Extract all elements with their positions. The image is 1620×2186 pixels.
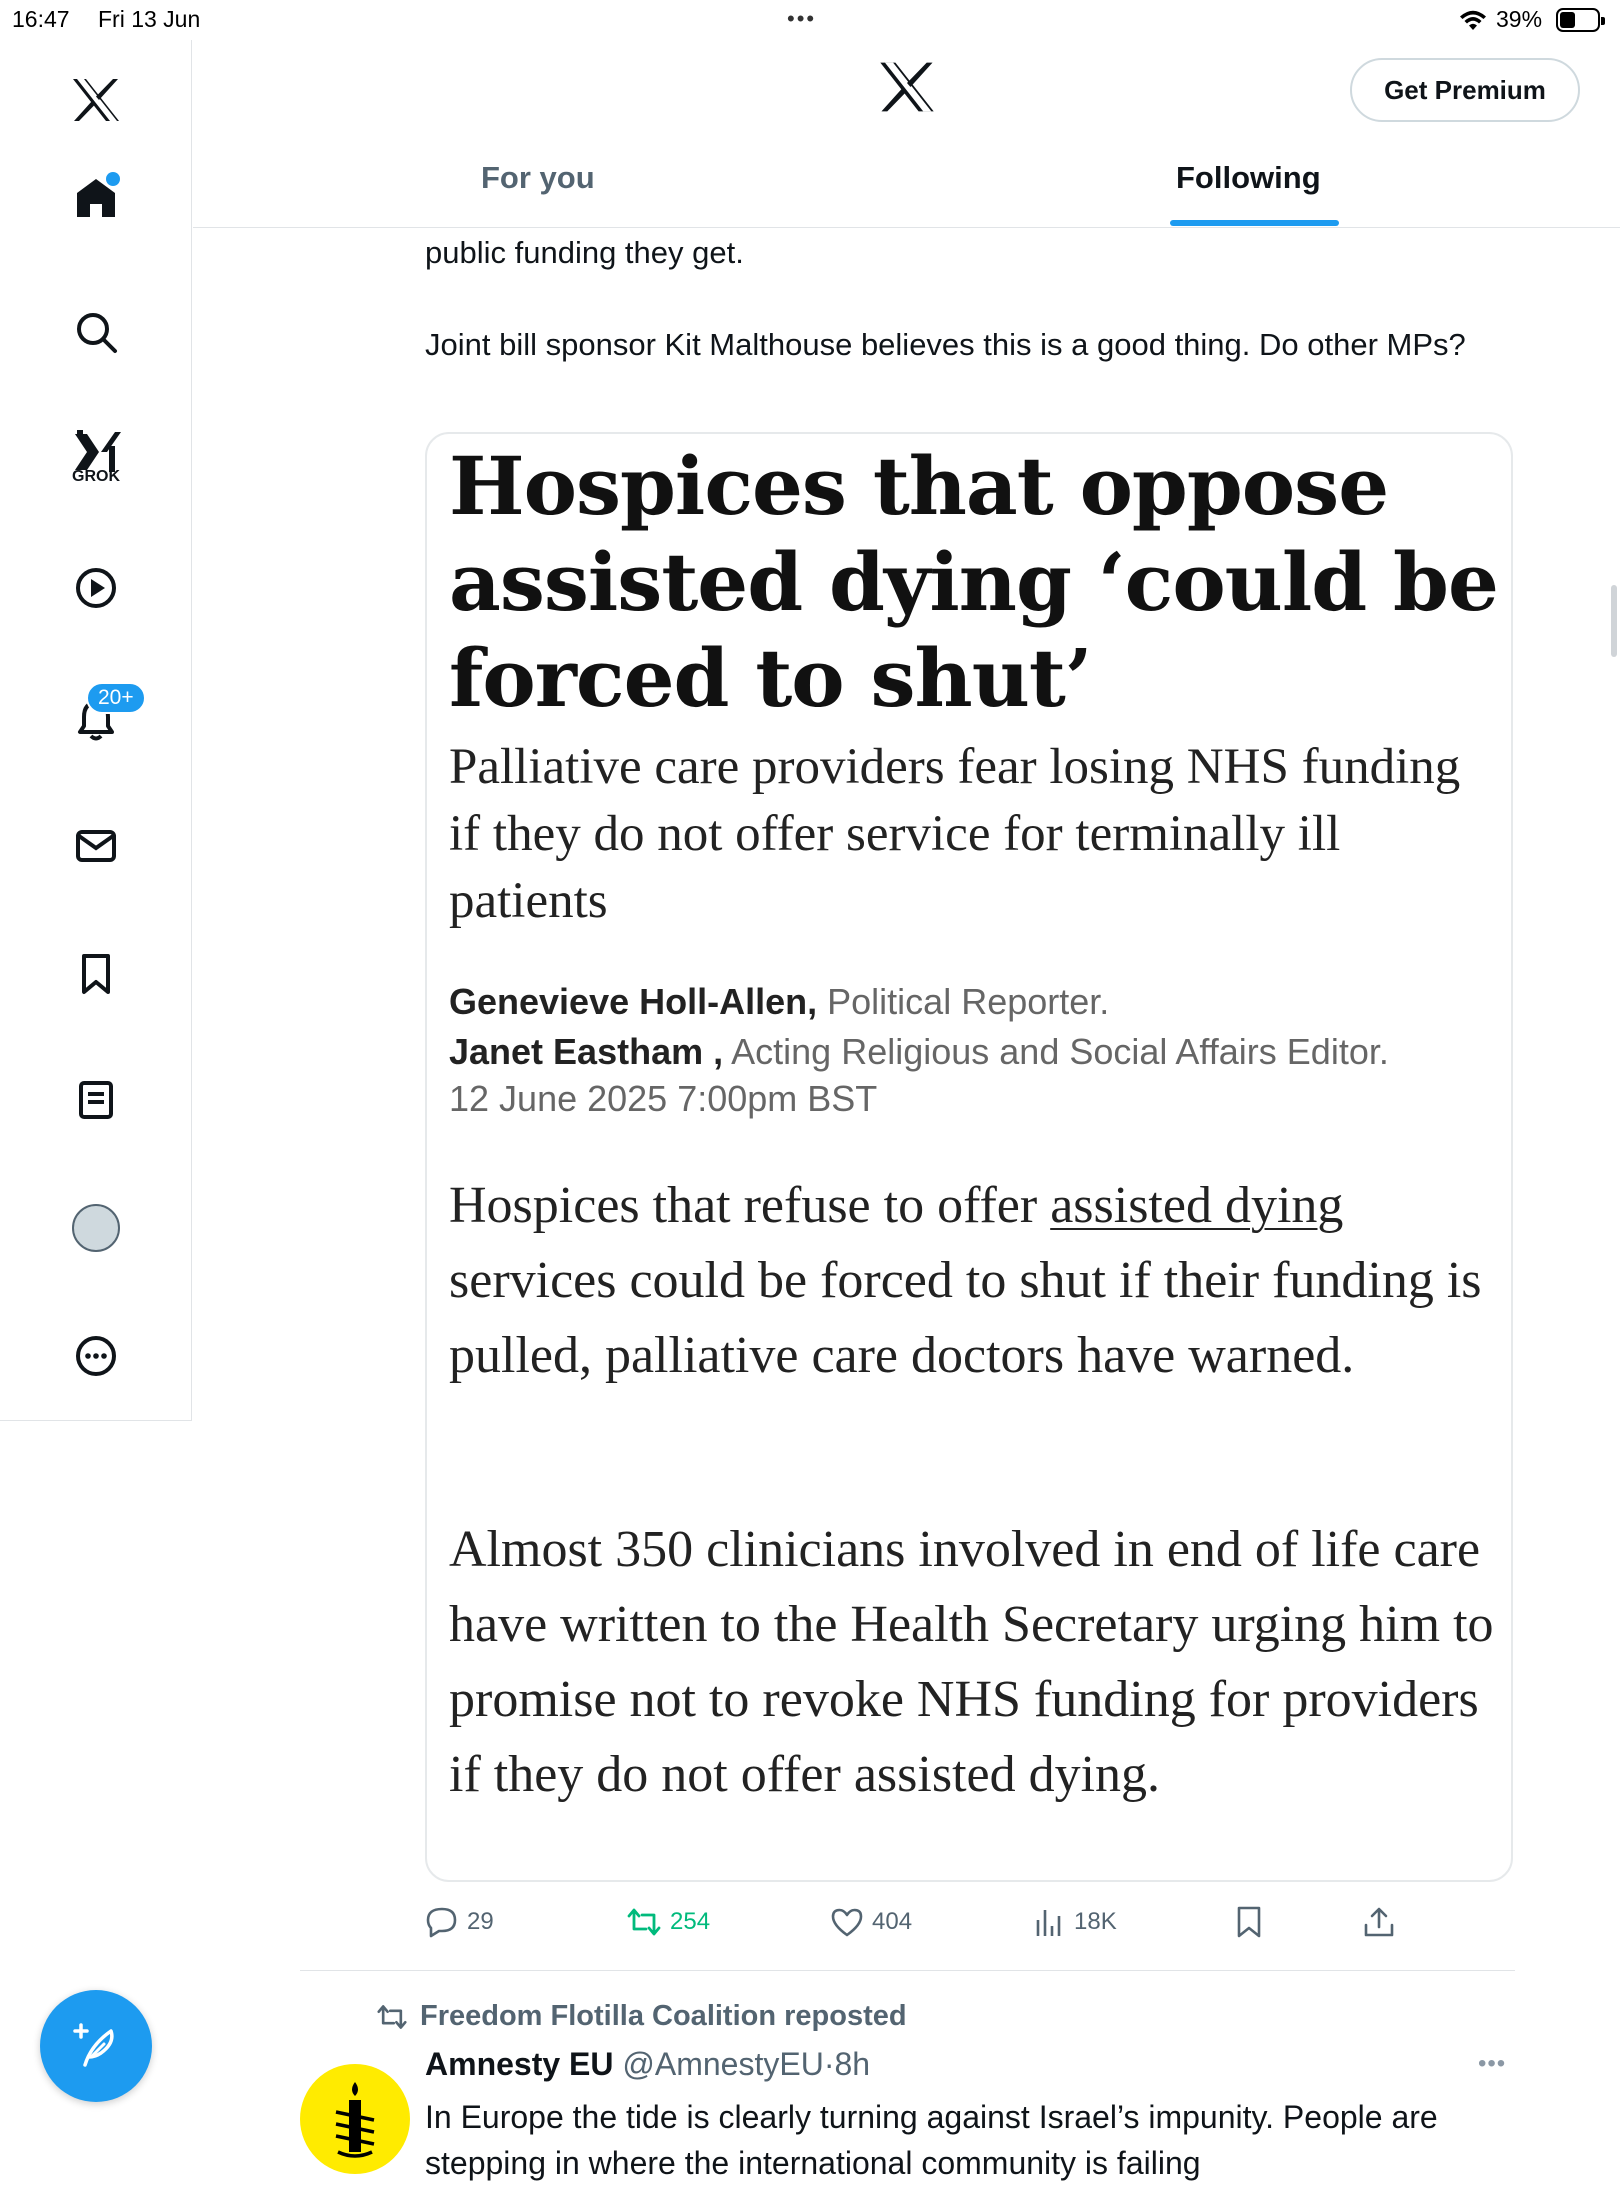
article-headline: Hospices that oppose assisted dying ‘could be forced to shut’ [449,439,1498,725]
repost-attribution[interactable] [376,2000,907,2033]
video-play-icon[interactable] [66,558,126,618]
repost-small-icon [376,2002,408,2032]
tweet-author-line [425,2046,870,2083]
new-posts-indicator [106,172,120,186]
sidebar-divider [0,1420,192,1421]
x-logo-icon[interactable] [66,70,126,130]
author-2-role: Acting Religious and Social Affairs Editor. [731,1031,1389,1072]
article-paragraph-1 [449,1168,1504,1393]
compose-post-button[interactable] [40,1990,152,2102]
wifi-icon [1458,8,1488,38]
x-header-logo-icon[interactable] [878,60,938,120]
grok-label: GROK [72,468,120,485]
author-1-name: Genevieve Holl-Allen, [449,981,818,1022]
share-button[interactable] [1362,1902,1404,1942]
tweet-time[interactable]: 8h [834,2046,871,2082]
like-button[interactable] [830,1902,912,1942]
author-2-name: Janet Eastham , [449,1031,724,1072]
reply-button[interactable] [425,1902,494,1942]
byline-author-1 [449,978,1499,1026]
tweet-divider [300,1970,1515,1971]
share-icon [1362,1905,1396,1939]
battery-percent: 39% [1496,6,1543,32]
status-bar [0,0,1620,40]
article-paragraph-2: Almost 350 clinicians involved in end of life care have written to the Health Secretary urging him to promise not to revoke NHS funding for providers if they do not offer assisted dying. [449,1521,1494,1803]
views-chart-icon [1032,1906,1066,1938]
notifications-badge: 20+ [86,682,146,714]
assisted-dying-link: assisted dying [1050,1177,1344,1234]
lists-icon[interactable] [66,1070,126,1130]
article-date: 12 June 2025 7:00pm BST [449,1078,878,1119]
messages-envelope-icon[interactable] [66,816,126,876]
repost-attribution-text: Freedom Flotilla Coalition reposted [420,2000,907,2032]
multitasking-dots[interactable]: ••• [787,6,817,31]
status-time: 16:47 [12,6,70,32]
heart-icon [830,1906,864,1938]
author-handle[interactable]: @AmnestyEU [622,2046,824,2082]
battery-icon [1556,8,1600,32]
bookmarks-icon[interactable] [66,944,126,1004]
like-count: 404 [872,1908,913,1935]
scroll-indicator[interactable] [1611,585,1617,657]
article-standfirst: Palliative care providers fear losing NHS funding if they do not offer service for terminally ill patients [449,739,1461,929]
bookmark-button[interactable] [1234,1902,1272,1942]
search-icon[interactable] [66,302,126,362]
repost-count: 254 [670,1908,711,1935]
views-button[interactable] [1032,1902,1117,1942]
reply-count: 29 [467,1908,494,1935]
byline-author-2 [449,1028,1499,1076]
sidebar-nav [0,40,192,1420]
feather-plus-icon [71,2021,121,2071]
paragraph-1-start: Hospices that refuse to offer [449,1177,1051,1234]
more-options-icon[interactable] [66,1326,126,1386]
grok-icon[interactable] [66,422,126,485]
author-name[interactable]: Amnesty EU [425,2046,614,2082]
header-divider [193,227,1620,228]
author-1-role: Political Reporter. [827,981,1110,1022]
active-tab-indicator [1170,220,1339,226]
separator-dot: · [823,2046,835,2082]
tab-following[interactable]: Following [1176,160,1321,195]
tweet-more-options-icon[interactable]: ••• [1478,2050,1507,2077]
views-count: 18K [1074,1908,1117,1935]
reply-icon [425,1905,459,1939]
repost-button[interactable] [626,1902,710,1942]
amnesty-avatar[interactable] [300,2064,410,2174]
tab-for-you[interactable]: For you [481,160,595,195]
status-date: Fri 13 Jun [98,6,201,32]
tweet-text-line: public funding they get. [425,235,744,270]
tweet-text-paragraph: Joint bill sponsor Kit Malthouse believes this is a good thing. Do other MPs? [425,327,1466,362]
article-image-card[interactable] [425,432,1513,1882]
get-premium-button[interactable]: Get Premium [1350,58,1580,122]
tweet-2-text: In Europe the tide is clearly turning against Israel’s impunity. People are stepping in where the international community is failing [425,2099,1438,2181]
paragraph-1-end: services could be forced to shut if their funding is pulled, palliative care doctors have warned. [449,1252,1482,1384]
profile-avatar[interactable] [66,1198,126,1258]
amnesty-candle-logo-icon [300,2064,410,2174]
bookmark-icon [1234,1905,1264,1939]
repost-icon [626,1905,662,1939]
